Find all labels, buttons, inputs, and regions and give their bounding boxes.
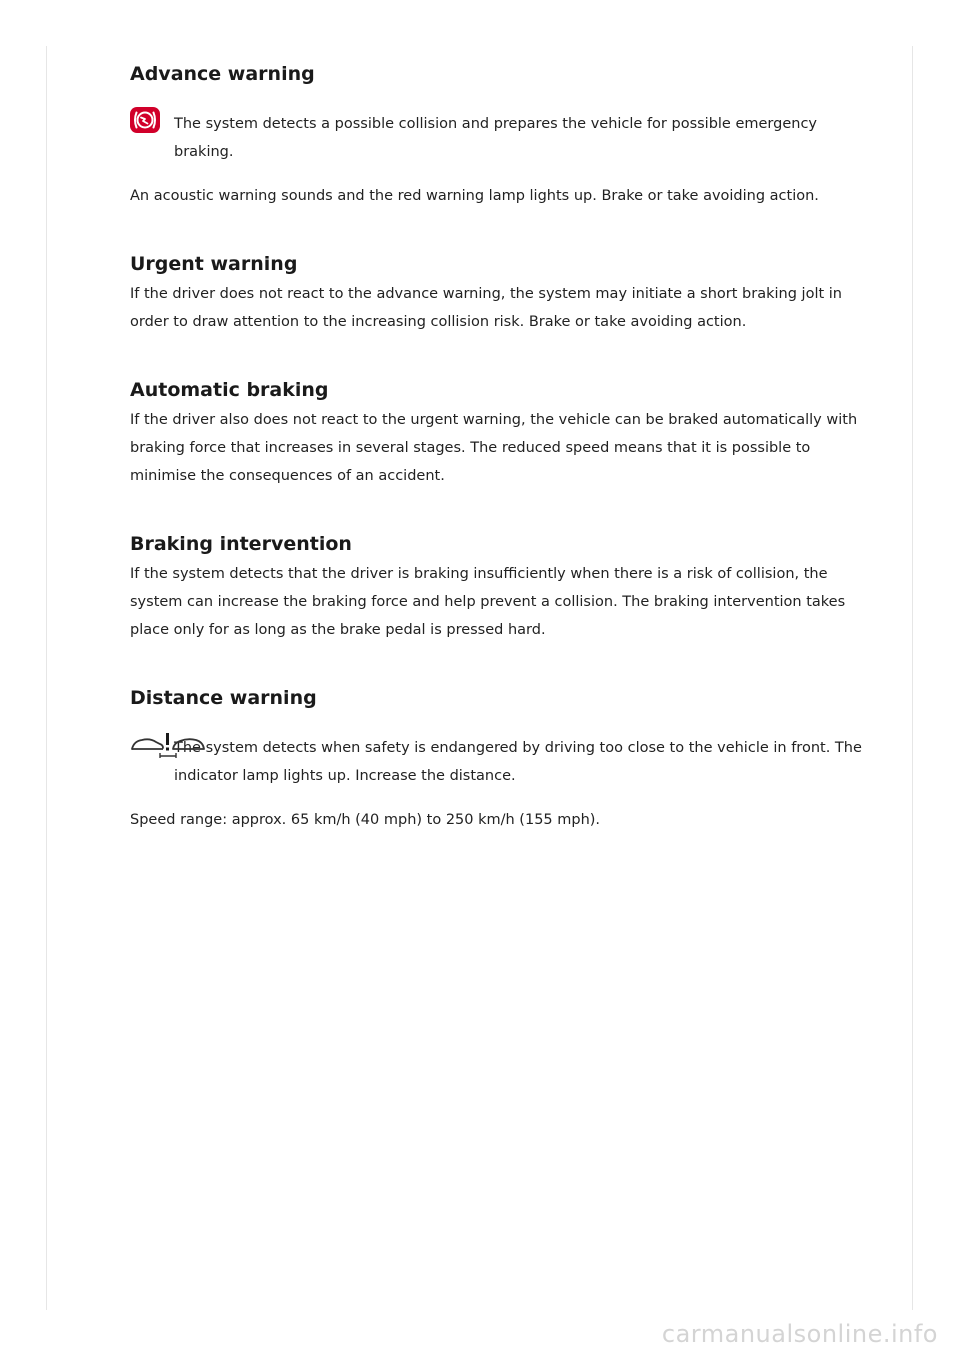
watermark-text: carmanualsonline.info (661, 1320, 938, 1348)
heading-automatic-braking: Automatic braking (130, 379, 329, 401)
urgent-warning-body: If the driver does not react to the advance warning, the system may initiate a short braking jolt in order to draw attention to the increasing collision risk. Brake or take avoiding action. (130, 286, 842, 330)
manual-page-content (130, 58, 865, 834)
advance-warning-icon-paragraph (130, 110, 865, 166)
distance-warning-icon (130, 732, 206, 762)
page-margin-rule-right (912, 46, 913, 1310)
advance-warning-body: An acoustic warning sounds and the red warning lamp lights up. Brake or take avoiding action. (130, 188, 819, 204)
heading-braking-intervention: Braking intervention (130, 533, 352, 555)
page-margin-rule-left (46, 46, 47, 1310)
distance-warning-icon-paragraph (130, 734, 865, 790)
heading-distance-warning: Distance warning (130, 687, 317, 709)
advance-warning-icon-text: The system detects a possible collision and prepares the vehicle for possible emergency braking. (174, 116, 818, 160)
heading-advance-warning: Advance warning (130, 63, 315, 85)
distance-warning-icon-text: The system detects when safety is endangered by driving too close to the vehicle in front. The indicator lamp lights up. Increase the distance. (174, 740, 862, 784)
heading-urgent-warning: Urgent warning (130, 253, 298, 275)
braking-intervention-body: If the system detects that the driver is braking insufficiently when there is a risk of collision, the system can increase the braking force and help prevent a collision. The braking intervention takes place only for as long as the brake pedal is pressed hard. (130, 566, 846, 638)
automatic-braking-body: If the driver also does not react to the urgent warning, the vehicle can be braked automatically with braking force that increases in several stages. The reduced speed means that it is possible to minimise the consequences of an accident. (130, 412, 858, 484)
collision-warning-red-icon (130, 107, 160, 137)
distance-warning-speed-range: Speed range: approx. 65 km/h (40 mph) to 250 km/h (155 mph). (130, 812, 601, 828)
